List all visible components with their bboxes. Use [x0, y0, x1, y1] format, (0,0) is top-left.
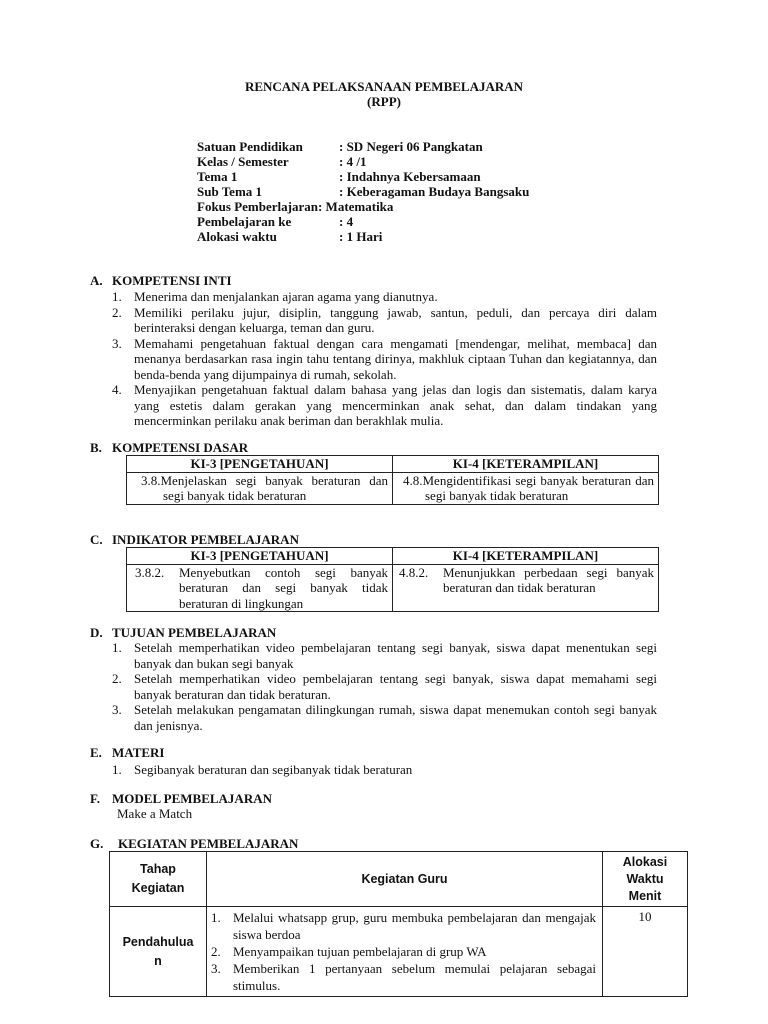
table-cell — [207, 907, 603, 997]
section-heading-f: F. MODEL PEMBELAJARAN — [90, 791, 272, 806]
document-subtitle: (RPP) — [367, 94, 401, 109]
list-item: 2. Setelah memperhatikan video pembelajaran tentang segi banyak, siswa dapat memahami segi banyak beraturan dan tidak beraturan. — [112, 671, 657, 702]
section-heading-d: D. TUJUAN PEMBELAJARAN — [90, 625, 277, 640]
identity-row — [197, 184, 529, 200]
table-cell: 4.8.2. Menunjukkan perbedaan segi banyak beraturan dan tidak beraturan — [393, 564, 659, 612]
list-item: 2. Menyampaikan tujuan pembelajaran di grup WA — [211, 944, 487, 959]
kompetensi-dasar-table — [126, 455, 659, 505]
list-item: 4. Menyajikan pengetahuan faktual dalam bahasa yang jelas dan logis dan sistematis, dalam karya yang estetis dalam gerakan yang mencerminkan anak sehat, dan dalam tindakan yang mencerminkan perilaku anak beriman dan berakhlak mulia. — [112, 382, 657, 428]
list-item: 1. Menerima dan menjalankan ajaran agama yang dianutnya. — [112, 289, 438, 304]
table-header: KI-4 [KETERAMPILAN] — [393, 456, 659, 473]
list-item: 3. Memberikan 1 pertanyaan sebelum memulai pelajaran sebagai stimulus. — [211, 961, 596, 993]
identity-value: : Keberagaman Budaya Bangsaku — [339, 184, 530, 199]
kompetensi-inti-list — [112, 289, 657, 429]
identity-label: Sub Tema 1 — [197, 184, 263, 199]
identity-row — [197, 199, 393, 215]
section-heading-b: B. KOMPETENSI DASAR — [90, 440, 249, 455]
identity-label: Fokus Pemberlajaran — [197, 199, 318, 214]
identity-row — [197, 154, 366, 170]
identity-row — [197, 139, 483, 155]
identity-value: : 4 /1 — [339, 154, 367, 169]
table-header: Alokasi Waktu Menit — [603, 852, 688, 907]
table-cell: 4.8.Mengidentifikasi segi banyak beraturan dan segi banyak tidak beraturan — [393, 472, 659, 504]
indikator-table — [126, 547, 659, 612]
identity-value: : 4 — [339, 214, 354, 229]
identity-value: : Matematika — [317, 199, 394, 214]
identity-label: Kelas / Semester — [197, 154, 289, 169]
section-heading-e: E. MATERI — [90, 745, 165, 760]
tujuan-list — [112, 640, 657, 733]
table-cell: 3.8.Menjelaskan segi banyak beraturan dan segi banyak tidak beraturan — [127, 472, 393, 504]
table-header: KI-4 [KETERAMPILAN] — [393, 548, 659, 565]
identity-value: : 1 Hari — [339, 229, 383, 244]
identity-row — [197, 214, 353, 230]
identity-label: Pembelajaran ke — [197, 214, 292, 229]
identity-row — [197, 169, 481, 185]
materi-list — [112, 762, 657, 778]
table-header: KI-3 [PENGETAHUAN] — [127, 548, 393, 565]
identity-label: Tema 1 — [197, 169, 238, 184]
section-heading-g: G. KEGIATAN PEMBELAJARAN — [90, 836, 299, 851]
section-heading-a: A. KOMPETENSI INTI — [90, 273, 232, 288]
table-header: Tahap Kegiatan — [110, 852, 207, 907]
identity-value: : SD Negeri 06 Pangkatan — [339, 139, 483, 154]
list-item: 1. Setelah memperhatikan video pembelajaran tentang segi banyak, siswa dapat menentukan segi banyak dan bukan segi banyak — [112, 640, 657, 671]
list-item: 2. Memiliki perilaku jujur, disiplin, tanggung jawab, santun, peduli, dan percaya diri dalam berinteraksi dengan keluarga, teman dan guru. — [112, 304, 657, 335]
identity-label: Alokasi waktu — [197, 229, 277, 244]
identity-row — [197, 229, 382, 245]
model-text: Make a Match — [117, 806, 193, 821]
table-cell: Pendahuluan — [110, 907, 207, 997]
identity-label: Satuan Pendidikan — [197, 139, 303, 154]
identity-value: : Indahnya Kebersamaan — [339, 169, 481, 184]
table-header: Kegiatan Guru — [207, 852, 603, 907]
list-item: 3. Memahami pengetahuan faktual dengan cara mengamati [mendengar, melihat, membaca] dan menanya berdasarkan rasa ingin tahu tentang dirinya, makhluk ciptaan Tuhan dan kegiatannya, dan benda-benda yang dijumpainya di rumah, sekolah. — [112, 335, 657, 382]
table-header: KI-3 [PENGETAHUAN] — [127, 456, 393, 473]
document-title: RENCANA PELAKSANAAN PEMBELAJARAN — [244, 79, 524, 94]
list-item: 3. Setelah melakukan pengamatan dilingkungan rumah, siswa dapat menemukan contoh segi banyak dan jenisnya. — [112, 702, 657, 733]
section-heading-c: C. INDIKATOR PEMBELAJARAN — [90, 532, 299, 547]
table-cell: 10 — [603, 907, 688, 997]
list-item: 1. Segibanyak beraturan dan segibanyak tidak beraturan — [112, 762, 413, 777]
table-cell: 3.8.2. Menyebutkan contoh segi banyak beraturan dan segi banyak tidak beraturan di lingkungan — [127, 564, 393, 612]
list-item: 1. Melalui whatsapp grup, guru membuka pembelajaran dan mengajak siswa berdoa — [211, 910, 596, 942]
kegiatan-table — [109, 851, 688, 997]
